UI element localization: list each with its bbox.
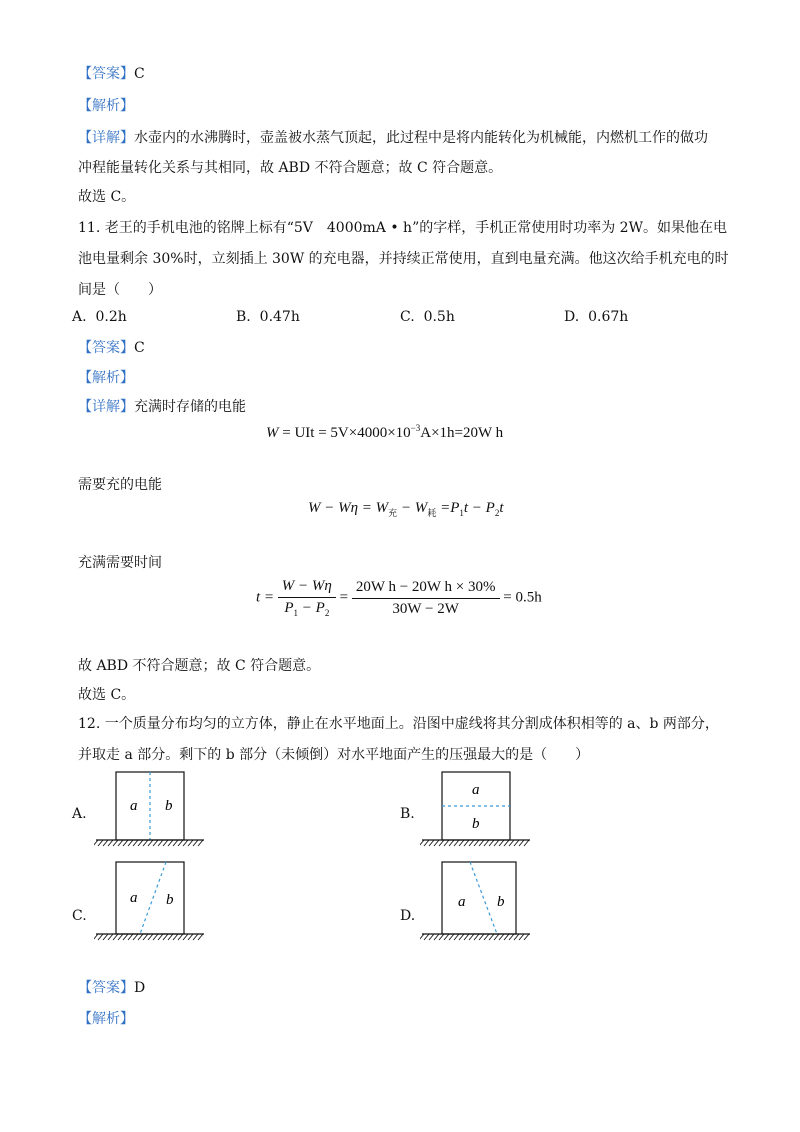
- hatch-mark: [103, 934, 108, 940]
- hatch-mark: [489, 934, 494, 940]
- equation-3: [256, 578, 542, 618]
- figure-c[interactable]: [94, 860, 206, 944]
- answer-tag: 【答案】: [78, 340, 134, 356]
- detail-text: 水壶内的水沸腾时，壶盖被水蒸气顶起，此过程中是将内能转化为机械能，内燃机工作的做功: [134, 130, 708, 146]
- hatch-mark: [94, 840, 98, 846]
- eq2-sub3: 1: [459, 508, 464, 518]
- hatch-mark: [118, 840, 123, 846]
- eq3-result: = 0.5h: [503, 589, 542, 606]
- hatch-mark: [153, 840, 158, 846]
- hatch-mark: [158, 840, 163, 846]
- answer-line-1: [78, 63, 145, 83]
- eq3-f2-numerator: 20W h − 20W h × 30%: [352, 579, 500, 599]
- part-a-label: a: [458, 894, 466, 910]
- step-2-text: 需要充的电能: [78, 477, 162, 493]
- question-12-line-2: 并取走 a 部分。剩下的 b 部分（未倾倒）对水平地面产生的压强最大的是（ ）: [78, 747, 590, 763]
- hatch-mark: [429, 840, 434, 846]
- hatch-mark: [494, 934, 499, 940]
- hatch-mark: [484, 934, 489, 940]
- analysis-tag: 【解析】: [78, 370, 134, 386]
- hatch-mark: [94, 934, 98, 940]
- hatch-mark: [123, 840, 128, 846]
- part-a-label: a: [472, 782, 480, 798]
- figure-a[interactable]: [94, 770, 206, 850]
- hatch-mark: [509, 934, 514, 940]
- option-label: C.: [400, 309, 415, 325]
- equation-1: [266, 423, 503, 442]
- part-a-label: a: [130, 890, 138, 906]
- figure-c-label: C.: [72, 908, 87, 924]
- option-c[interactable]: [400, 309, 455, 325]
- hatch-mark: [108, 840, 113, 846]
- eq3-lhs: t =: [256, 589, 275, 606]
- step-3-text: 充满需要时间: [78, 555, 162, 571]
- part-b-label: b: [165, 798, 173, 814]
- hatch-mark: [449, 934, 454, 940]
- hatch-mark: [188, 934, 193, 940]
- hatch-mark: [183, 934, 188, 940]
- hatch-mark: [519, 840, 524, 846]
- hatch-mark: [519, 934, 524, 940]
- hatch-mark: [504, 934, 509, 940]
- hatch-mark: [163, 934, 168, 940]
- eq2-part: W − Wη = W: [308, 500, 389, 516]
- cut-line: [470, 862, 497, 934]
- hatch-mark: [499, 840, 504, 846]
- hatch-mark: [469, 840, 474, 846]
- hatch-mark: [133, 840, 138, 846]
- answer-tag: 【答案】: [78, 980, 134, 996]
- hatch-mark: [434, 840, 439, 846]
- eq1-lhs: W: [266, 425, 279, 441]
- part-b-label: b: [472, 816, 480, 832]
- hatch-mark: [143, 934, 148, 940]
- hatch-mark: [424, 934, 429, 940]
- option-value: 0.67h: [588, 309, 629, 325]
- part-b-label: b: [166, 892, 174, 908]
- hatch-mark: [424, 840, 429, 846]
- hatch-mark: [173, 840, 178, 846]
- hatch-mark: [108, 934, 113, 940]
- detail-line: [78, 396, 246, 416]
- conclusion-2: 故选 C。: [78, 687, 136, 703]
- eq1-exp: −3: [410, 423, 421, 433]
- hatch-mark: [183, 840, 188, 846]
- part-a-label: a: [130, 798, 138, 814]
- hatch-mark: [198, 840, 203, 846]
- question-11-line-2: 池电量剩余 30%时，立刻插上 30W 的充电器，并持续正常使用，直到电量充满。他这次给手机充电的时: [78, 251, 729, 267]
- hatch-mark: [429, 934, 434, 940]
- option-value: 0.5h: [423, 309, 455, 325]
- cube-outline: [116, 862, 184, 934]
- cut-line: [140, 862, 166, 934]
- option-b[interactable]: [236, 309, 300, 325]
- hatch-mark: [499, 934, 504, 940]
- eq2-sub4: 2: [494, 508, 500, 518]
- answer-value: D: [134, 980, 146, 996]
- hatch-mark: [168, 840, 173, 846]
- hatch-mark: [193, 840, 198, 846]
- hatch-mark: [178, 840, 183, 846]
- hatch-mark: [509, 840, 514, 846]
- eq2-sub1: 充: [388, 508, 398, 518]
- ground-hatch: [94, 934, 204, 940]
- answer-line-11: [78, 337, 145, 357]
- question-12-line-1: 12. 一个质量分布均匀的立方体，静止在水平地面上。沿图中虚线将其分割成体积相等的 a、b 两部分，: [78, 716, 719, 732]
- eq3-f1-denominator: $P_1 - P_2$: [284, 600, 330, 618]
- answer-value: C: [134, 340, 145, 356]
- hatch-mark: [479, 840, 484, 846]
- figure-b-label: B.: [400, 806, 415, 822]
- hatch-mark: [459, 840, 464, 846]
- hatch-mark: [168, 934, 173, 940]
- option-d[interactable]: [564, 309, 628, 325]
- eq2-part: t: [499, 500, 504, 516]
- ground-hatch: [420, 840, 530, 846]
- hatch-mark: [464, 840, 469, 846]
- hatch-mark: [178, 934, 183, 940]
- analysis-tag: 【解析】: [78, 1011, 134, 1027]
- detail-line-2: 冲程能量转化关系与其相同，故 ABD 不符合题意；故 C 符合题意。: [78, 160, 503, 176]
- hatch-mark: [504, 840, 509, 846]
- hatch-mark: [454, 840, 459, 846]
- figure-d[interactable]: [420, 860, 532, 944]
- hatch-mark: [138, 934, 143, 940]
- ground-hatch: [94, 840, 204, 846]
- hatch-mark: [98, 840, 103, 846]
- answer-line-12: [78, 977, 145, 997]
- conclusion-1: 故 ABD 不符合题意；故 C 符合题意。: [78, 658, 321, 674]
- hatch-mark: [420, 934, 424, 940]
- hatch-mark: [514, 840, 519, 846]
- hatch-mark: [138, 840, 143, 846]
- hatch-mark: [449, 840, 454, 846]
- detail-line-1: [78, 127, 708, 147]
- figure-a-label: A.: [72, 806, 87, 822]
- figure-d-label: D.: [400, 908, 416, 924]
- eq3-fraction-1: [278, 578, 336, 618]
- hatch-mark: [514, 934, 519, 940]
- hatch-mark: [524, 840, 529, 846]
- hatch-mark: [163, 840, 168, 846]
- hatch-mark: [434, 934, 439, 940]
- answer-value: C: [134, 66, 145, 82]
- hatch-mark: [143, 840, 148, 846]
- hatch-mark: [474, 840, 479, 846]
- hatch-mark: [103, 840, 108, 846]
- hatch-mark: [148, 934, 153, 940]
- analysis-tag: 【解析】: [78, 98, 134, 114]
- eq3-fraction-2: [352, 579, 500, 618]
- option-value: 0.47h: [259, 309, 300, 325]
- hatch-mark: [198, 934, 203, 940]
- hatch-mark: [148, 840, 153, 846]
- hatch-mark: [524, 934, 529, 940]
- eq3-f2-denominator: 30W − 2W: [392, 600, 459, 617]
- option-label: D.: [564, 309, 580, 325]
- hatch-mark: [118, 934, 123, 940]
- equation-2: [308, 500, 504, 519]
- eq3-f1-numerator: W − Wη: [278, 578, 336, 598]
- hatch-mark: [464, 934, 469, 940]
- ground-hatch: [420, 934, 530, 940]
- conclusion: 故选 C。: [78, 189, 136, 205]
- option-label: B.: [236, 309, 251, 325]
- figure-b[interactable]: [420, 770, 532, 850]
- hatch-mark: [444, 934, 449, 940]
- hatch-mark: [469, 934, 474, 940]
- hatch-mark: [474, 934, 479, 940]
- cube-outline: [442, 862, 516, 934]
- eq2-part: t − P: [463, 500, 495, 516]
- cube-outline: [116, 772, 184, 840]
- option-a[interactable]: [72, 309, 127, 325]
- hatch-mark: [489, 840, 494, 846]
- hatch-mark: [113, 840, 118, 846]
- hatch-mark: [128, 840, 133, 846]
- hatch-mark: [444, 840, 449, 846]
- hatch-mark: [158, 934, 163, 940]
- option-value: 0.2h: [95, 309, 127, 325]
- hatch-mark: [98, 934, 103, 940]
- hatch-mark: [153, 934, 158, 940]
- eq2-part: − W: [397, 500, 428, 516]
- hatch-mark: [479, 934, 484, 940]
- hatch-mark: [133, 934, 138, 940]
- hatch-mark: [454, 934, 459, 940]
- question-11-line-1: 11. 老王的手机电池的铭牌上标有“5V 4000mA • h”的字样，手机正常使用时功率为 2W。如果他在电: [78, 220, 727, 236]
- hatch-mark: [439, 934, 444, 940]
- detail-tag: 【详解】: [78, 399, 134, 415]
- eq3-equals: =: [339, 589, 349, 606]
- hatch-mark: [484, 840, 489, 846]
- detail-text: 充满时存储的电能: [134, 399, 246, 415]
- hatch-mark: [123, 934, 128, 940]
- question-11-line-3: 间是（ ）: [78, 282, 162, 298]
- detail-tag: 【详解】: [78, 130, 134, 146]
- option-label: A.: [72, 309, 87, 325]
- hatch-mark: [439, 840, 444, 846]
- hatch-mark: [113, 934, 118, 940]
- hatch-mark: [193, 934, 198, 940]
- eq1-rest: A×1h=20W h: [420, 425, 504, 441]
- eq1-mid: = UIt = 5V×4000×10: [278, 425, 411, 441]
- answer-tag: 【答案】: [78, 66, 134, 82]
- hatch-mark: [173, 934, 178, 940]
- hatch-mark: [188, 840, 193, 846]
- part-b-label: b: [497, 894, 505, 910]
- hatch-mark: [494, 840, 499, 846]
- eq2-part: =P: [436, 500, 460, 516]
- hatch-mark: [420, 840, 424, 846]
- hatch-mark: [128, 934, 133, 940]
- hatch-mark: [459, 934, 464, 940]
- eq2-sub2: 耗: [427, 508, 437, 518]
